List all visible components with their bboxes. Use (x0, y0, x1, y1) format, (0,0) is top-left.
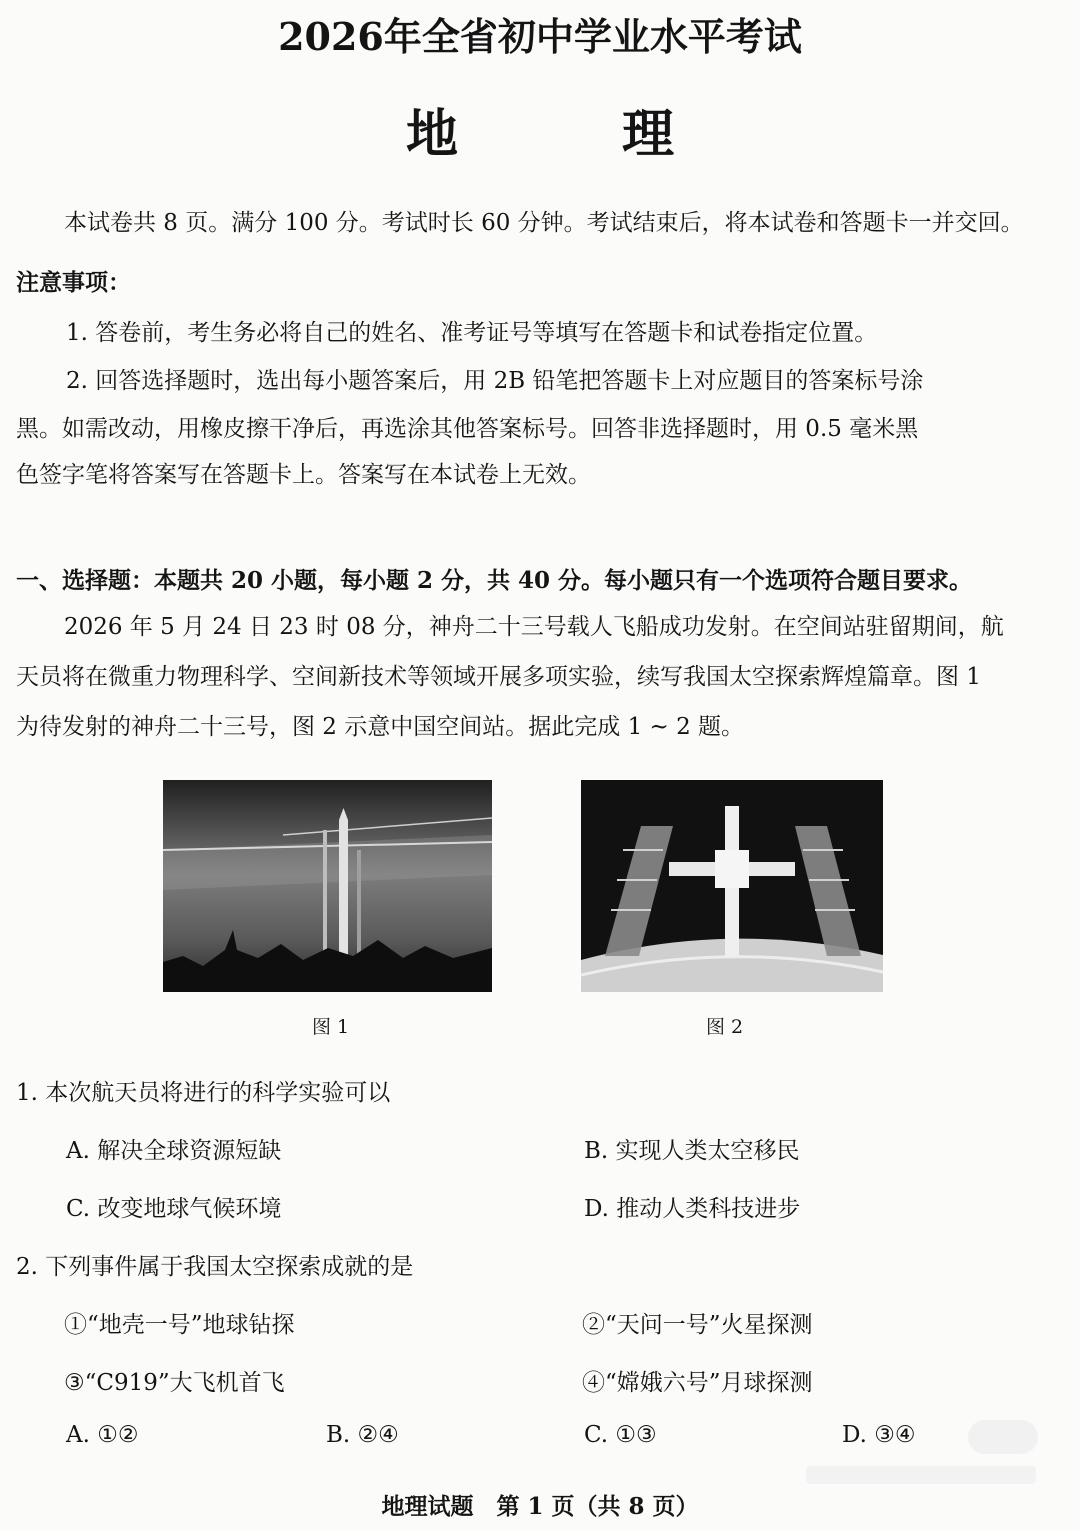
rocket-illustration (163, 780, 492, 992)
section-1-heading: 一、选择题：本题共 20 小题，每小题 2 分，共 40 分。每小题只有一个选项符合题目要求。 (16, 567, 973, 594)
q2-option-c: C. ①③ (584, 1422, 657, 1448)
exam-title: 2026年全省初中学业水平考试 (278, 14, 802, 59)
q1-option-c: C. 改变地球气候环境 (66, 1196, 282, 1222)
notice-item-2-line-1: 2. 回答选择题时，选出每小题答案后，用 2B 铅笔把答题卡上对应题目的答案标号涂 (66, 368, 924, 394)
watermark-strip (806, 1466, 1036, 1484)
figure-1-caption: 图 1 (312, 1016, 350, 1038)
passage-line-2: 天员将在微重力物理科学、空间新技术等领域开展多项实验，续写我国太空探索辉煌篇章。图 1 (16, 664, 981, 690)
space-station-photo (581, 780, 883, 992)
q2-statement-4: ④“嫦娥六号”月球探测 (582, 1370, 813, 1396)
q2-statement-1: ①“地壳一号”地球钻探 (64, 1312, 295, 1338)
figure-2-caption: 图 2 (706, 1016, 744, 1038)
rocket-launch-photo (163, 780, 492, 992)
q2-statement-2: ②“天问一号”火星探测 (582, 1312, 813, 1338)
page-footer: 地理试题 第 1 页（共 8 页） (381, 1493, 699, 1520)
q1-option-b: B. 实现人类太空移民 (584, 1138, 800, 1164)
watermark-logo (968, 1420, 1038, 1454)
q1-option-a: A. 解决全球资源短缺 (66, 1138, 282, 1164)
q2-statement-3: ③“C919”大飞机首飞 (64, 1370, 285, 1396)
q2-option-d: D. ③④ (842, 1422, 916, 1448)
notice-item-1: 1. 答卷前，考生务必将自己的姓名、准考证号等填写在答题卡和试卷指定位置。 (66, 320, 878, 346)
subject-title: 地 理 (405, 104, 730, 165)
notice-heading: 注意事项： (16, 269, 131, 296)
exam-intro: 本试卷共 8 页。满分 100 分。考试时长 60 分钟。考试结束后，将本试卷和答题卡一并交回。 (64, 210, 1024, 236)
passage-line-3: 为待发射的神舟二十三号，图 2 示意中国空间站。据此完成 1 ~ 2 题。 (16, 714, 745, 740)
q1-option-d: D. 推动人类科技进步 (584, 1196, 801, 1222)
question-1-stem: 1. 本次航天员将进行的科学实验可以 (16, 1080, 391, 1106)
question-2-stem: 2. 下列事件属于我国太空探索成就的是 (16, 1254, 414, 1280)
notice-item-2-line-3: 色签字笔将答案写在答题卡上。答案写在本试卷上无效。 (16, 462, 591, 488)
q2-option-a: A. ①② (66, 1422, 139, 1448)
space-station-illustration (581, 780, 883, 992)
passage-line-1: 2026 年 5 月 24 日 23 时 08 分，神舟二十三号载人飞船成功发射。在空间站驻留期间，航 (64, 614, 1004, 640)
q2-option-b: B. ②④ (326, 1422, 399, 1448)
notice-item-2-line-2: 黑。如需改动，用橡皮擦干净后，再选涂其他答案标号。回答非选择题时，用 0.5 毫米黑 (16, 416, 919, 442)
